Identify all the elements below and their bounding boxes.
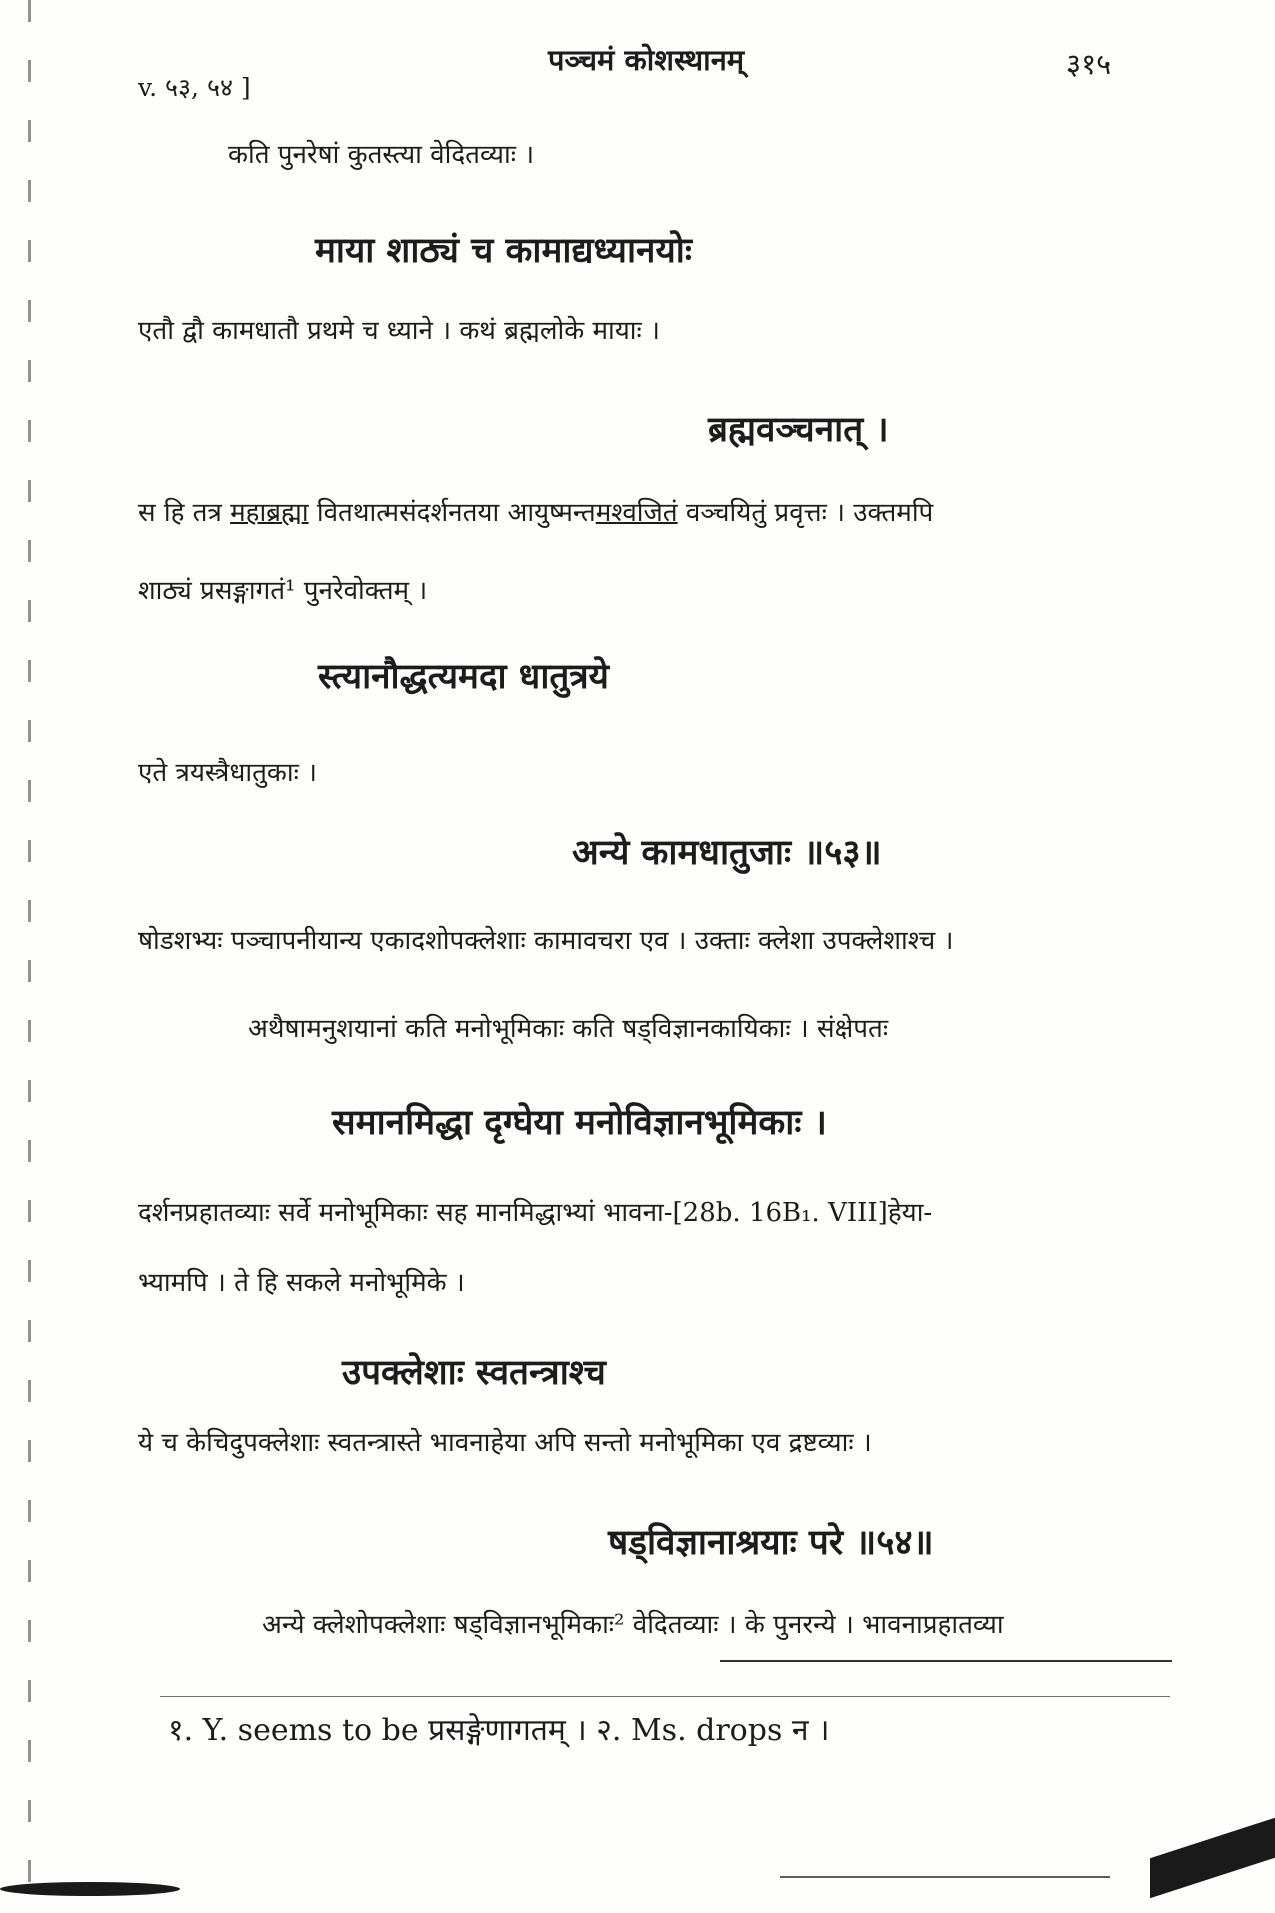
karika-verse: माया शाठ्यं च कामाद्यध्यानयोः	[315, 230, 692, 271]
text-end-rule	[720, 1660, 1172, 1662]
binding-edge-shadow	[28, 0, 31, 1913]
underlined-name: मश्वजितं	[595, 498, 678, 528]
prose-line: एते त्रयस्त्रैधातुकाः ।	[138, 758, 317, 788]
karika-verse: उपक्लेशाः स्वतन्त्राश्च	[342, 1352, 606, 1393]
karika-verse: अन्ये कामधातुजाः ॥५३॥	[572, 832, 882, 873]
scan-smudge-bottom-left	[0, 1882, 180, 1896]
prose-line: अथैषामनुशयानां कति मनोभूमिकाः कति षड्विज्ञानकायिकाः । संक्षेपतः	[248, 1014, 889, 1044]
karika-verse: षड्विज्ञानाश्रयाः परे ॥५४॥	[608, 1522, 934, 1563]
prose-line: अन्ये क्लेशोपक्लेशाः षड्विज्ञानभूमिकाः² वेदितव्याः । के पुनरन्ये । भावनाप्रहातव्या	[262, 1610, 1004, 1640]
footnote-separator-rule	[160, 1696, 1170, 1697]
prose-text: स हि तत्र	[138, 498, 231, 528]
prose-line: शाठ्यं प्रसङ्गागतं¹ पुनरेवोक्तम् ।	[138, 576, 428, 606]
prose-line: दर्शनप्रहातव्याः सर्वे मनोभूमिकाः सह मानमिद्धाभ्यां भावना-[28b. 16B₁. VIII]हेया-	[138, 1198, 933, 1228]
page-number: ३१५	[1066, 47, 1112, 81]
prose-line: ये च केचिदुपक्लेशाः स्वतन्त्रास्ते भावनाहेया अपि सन्तो मनोभूमिका एव द्रष्टव्याः ।	[138, 1428, 872, 1458]
underlined-name: महाब्रह्मा	[230, 498, 309, 528]
karika-verse: समानमिद्धा दृग्घेया मनोविज्ञानभूमिकाः ।	[332, 1102, 827, 1143]
karika-verse: ब्रह्मवञ्चनात् ।	[708, 409, 889, 450]
prose-text: वञ्चयितुं प्रवृत्तः । उक्तमपि	[677, 498, 934, 528]
karika-verse: स्त्यानौद्धत्यमदा धातुत्रये	[318, 656, 609, 697]
footnotes: १. Y. seems to be प्रसङ्गेणागतम् । २. Ms. drops न ।	[168, 1713, 830, 1748]
running-header-title: पञ्चमं कोशस्थानम्	[548, 43, 745, 77]
prose-line: षोडशभ्यः पञ्चापनीयान्य एकादशोपक्लेशाः कामावचरा एव । उक्ताः क्लेशा उपक्लेशाश्च ।	[138, 926, 954, 956]
prose-line	[138, 498, 933, 529]
prose-line: एतौ द्वौ कामधातौ प्रथमे च ध्याने । कथं ब्रह्मलोके मायाः ।	[138, 316, 660, 346]
scan-smudge-bottom-right	[1150, 1818, 1275, 1899]
prose-text: वितथात्मसंदर्शनतया आयुष्मन्त	[308, 498, 596, 528]
header-verse-reference: v. ५३, ५४ ]	[138, 73, 251, 102]
prose-line: भ्यामपि । ते हि सकले मनोभूमिके ।	[138, 1268, 465, 1298]
bottom-rule-artifact	[780, 1876, 1110, 1878]
prose-line: कति पुनरेषां कुतस्त्या वेदितव्याः ।	[228, 140, 535, 170]
